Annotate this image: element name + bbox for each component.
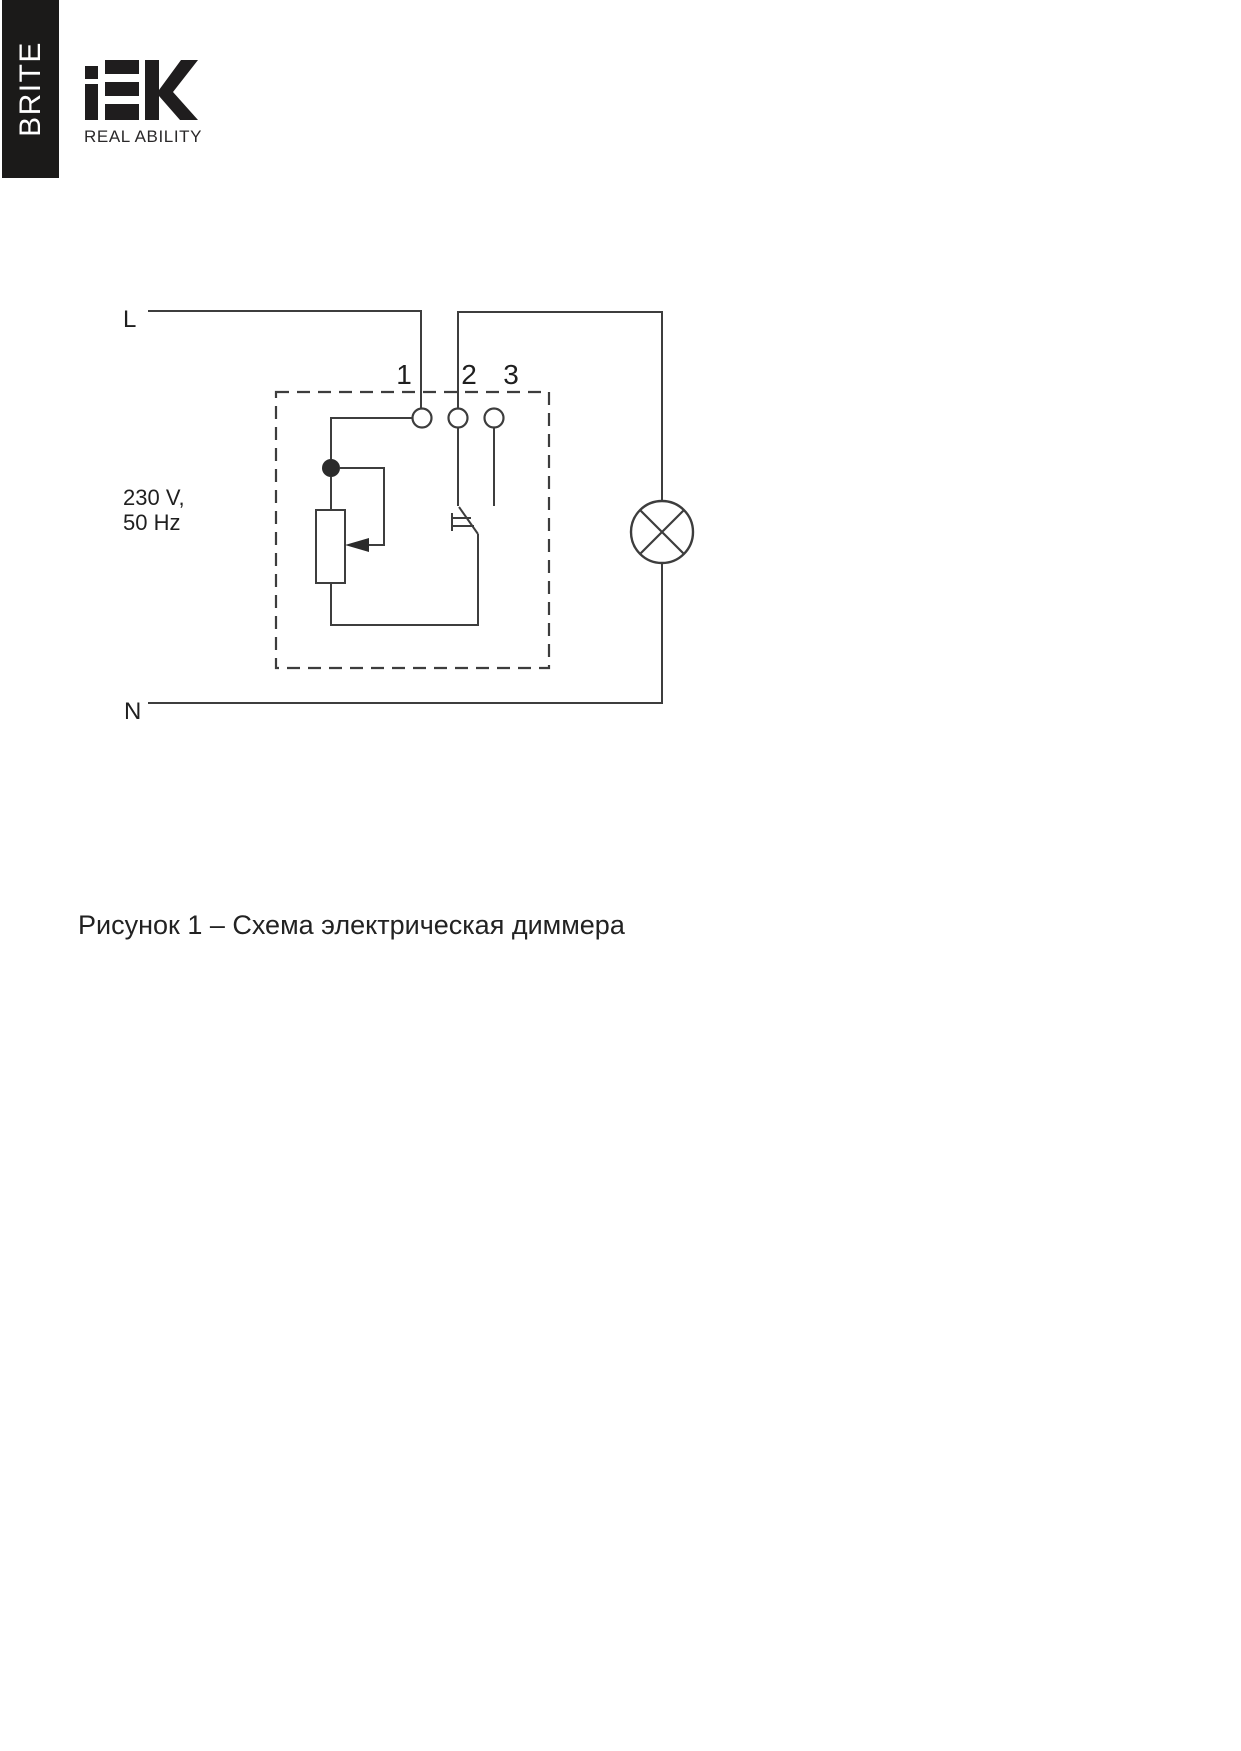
wire-terminal1-to-junction [331, 418, 412, 459]
wire-potentiometer-to-switch [331, 534, 478, 625]
figure-caption: Рисунок 1 – Схема электрическая диммера [78, 910, 625, 940]
wiper-wire [340, 468, 384, 545]
switch-blade [459, 507, 478, 534]
terminal-2-circle [449, 409, 468, 428]
wire-line-L-to-terminal1 [148, 311, 421, 408]
voltage-label-line2: 50 Hz [123, 510, 181, 535]
wiper-arrowhead [345, 538, 369, 552]
line-L-label: L [123, 306, 137, 333]
voltage-label-line1: 230 V, [123, 485, 185, 510]
terminal-1-label: 1 [396, 359, 412, 390]
terminal-2-label: 2 [461, 359, 477, 390]
terminal-3-circle [485, 409, 504, 428]
junction-dot [322, 459, 340, 477]
terminal-3-label: 3 [503, 359, 519, 390]
neutral-N-label: N [124, 698, 142, 725]
terminal-1-circle [413, 409, 432, 428]
brite-series-label: BRITE [13, 41, 47, 137]
wire-lamp-to-N [148, 563, 662, 703]
brand-tagline: REAL ABILITY [84, 127, 203, 146]
potentiometer-body [316, 510, 345, 583]
wire-terminal2-to-lamp [458, 312, 662, 501]
